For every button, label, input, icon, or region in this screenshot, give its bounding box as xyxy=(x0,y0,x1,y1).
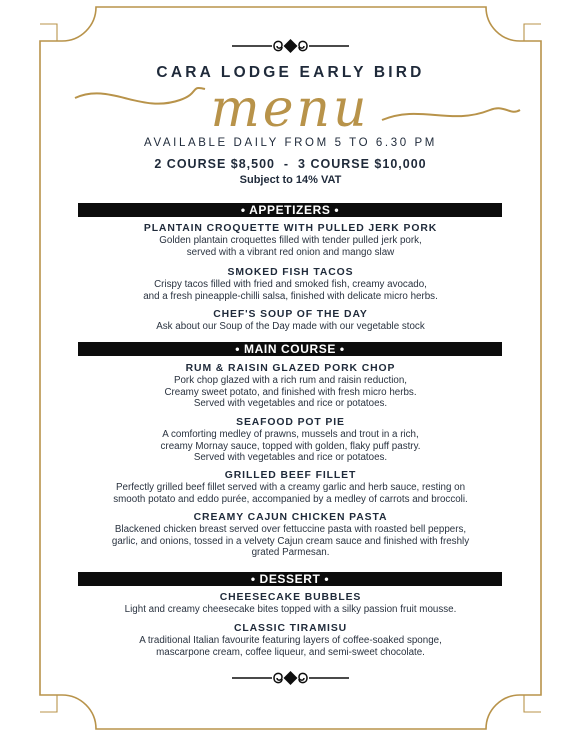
menu-script-title xyxy=(0,80,581,138)
dish-item xyxy=(60,362,521,410)
dish-name: PLANTAIN CROQUETTE WITH PULLED JERK PORK xyxy=(143,223,438,234)
vat-note: Subject to 14% VAT xyxy=(239,174,342,186)
dish-description: Crispy tacos filled with fried and smoked fish, creamy avocado, and a fresh pineapple-chilli salsa, finished with delicate micro herbs. xyxy=(143,279,438,302)
dish-name: CHEF'S SOUP OF THE DAY xyxy=(213,309,368,320)
dish-description: Pork chop glazed with a rich rum and raisin reduction, Creamy sweet potato, and finished with fresh micro herbs. Served with vegetables and rice or potatoes. xyxy=(164,375,417,410)
dish-description: Perfectly grilled beef fillet served with a creamy garlic and herb sauce, resting on smooth potato and eddo purée, accompanied by a medley of carrots and broccoli. xyxy=(113,482,468,505)
dish-item xyxy=(60,591,521,616)
dish-description: Ask about our Soup of the Day made with our vegetable stock xyxy=(156,321,425,332)
ornament-divider-top xyxy=(230,36,351,56)
dish-item xyxy=(60,222,521,258)
dish-item xyxy=(60,308,521,333)
dish-description: Golden plantain croquettes filled with tender pulled jerk pork, served with a vibrant red onion and mango slaw xyxy=(159,235,422,258)
section-bar-appetizers: • APPETIZERS • xyxy=(78,203,502,217)
dish-item xyxy=(60,266,521,302)
dish-description: A traditional Italian favourite featuring layers of coffee-soaked sponge, mascarpone cream, coffee liqueur, and semi-sweet chocolate. xyxy=(139,635,442,658)
dish-description: Light and creamy cheesecake bites topped with a silky passion fruit mousse. xyxy=(124,604,457,615)
dish-name: CLASSIC TIRAMISU xyxy=(233,623,348,634)
dish-item xyxy=(60,622,521,658)
course-pricing: 2 COURSE $8,500 - 3 COURSE $10,000 xyxy=(154,157,427,171)
dish-name: RUM & RAISIN GLAZED PORK CHOP xyxy=(185,363,396,374)
dish-name: CREAMY CAJUN CHICKEN PASTA xyxy=(193,512,388,523)
dish-description: A comforting medley of prawns, mussels and trout in a rich, creamy Mornay sauce, topped with golden, flaky puff pastry. Served with vegetables and rice or potatoes. xyxy=(160,429,421,464)
dish-description: Blackened chicken breast served over fettuccine pasta with roasted bell peppers, garlic, and onions, tossed in a velvety Cajun cream sauce and finished with freshly grated Parmesan. xyxy=(111,524,470,559)
menu-script-word: menu xyxy=(210,80,370,138)
dish-item xyxy=(60,511,521,559)
dish-name: CHEESECAKE BUBBLES xyxy=(219,592,362,603)
ornament-divider-bottom xyxy=(230,668,351,688)
venue-title: CARA LODGE EARLY BIRD xyxy=(156,64,425,81)
section-bar-main-course: • MAIN COURSE • xyxy=(78,342,502,356)
dish-name: SMOKED FISH TACOS xyxy=(227,267,354,278)
dish-name: SEAFOOD POT PIE xyxy=(236,417,345,428)
dish-name: GRILLED BEEF FILLET xyxy=(224,470,357,481)
availability-text: AVAILABLE DAILY FROM 5 TO 6.30 PM xyxy=(144,137,437,149)
dish-item xyxy=(60,416,521,464)
section-bar-dessert: • DESSERT • xyxy=(78,572,502,586)
dish-item xyxy=(60,469,521,505)
